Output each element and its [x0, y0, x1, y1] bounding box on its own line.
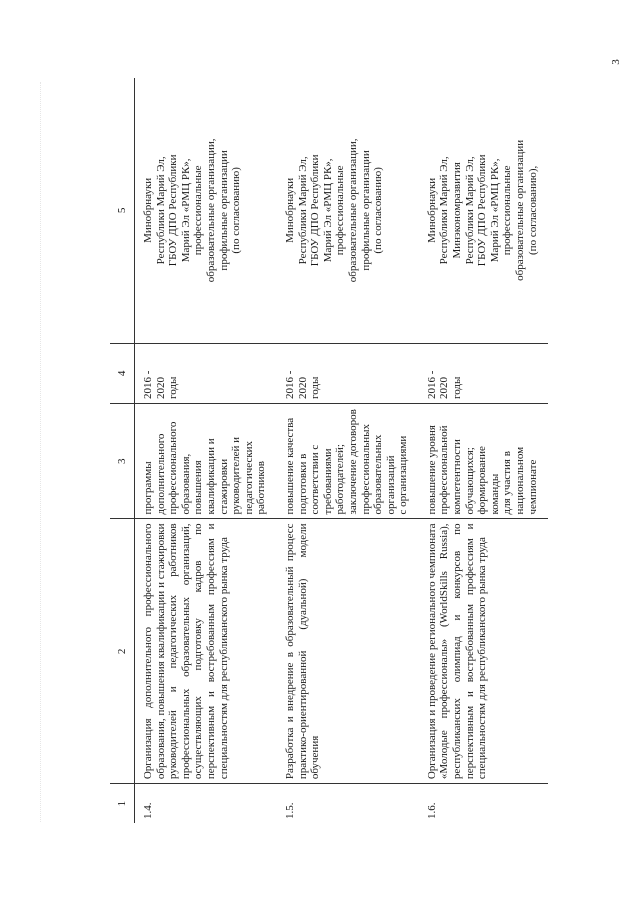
table-row — [135, 78, 277, 823]
row-number: 1.4. — [142, 802, 154, 819]
table-row — [419, 78, 548, 823]
table-row — [277, 78, 419, 823]
rotated-content — [110, 78, 539, 823]
activity-name: Разработка и внедрение в образовательный процесс практико-ориентированной (дуальной) модели обучения — [277, 519, 419, 784]
activity-result: повышение уровня профессиональной компетентности обучающихся; формирование команды для участия в национальном чемпионате — [419, 404, 548, 519]
table-header-row — [110, 78, 135, 823]
activity-period: 2016 - 2020 годы — [419, 343, 548, 403]
activity-executor: Минобрнауки Республики Марий Эл, ГБОУ ДПО Республики Марий Эл «РМЦ РК», профессиональные образовательные организации, профильные организации (по согласованию) — [277, 78, 419, 343]
header-col-3: 3 — [110, 404, 135, 519]
activity-executor: Минобрнауки Республики Марий Эл, ГБОУ ДПО Республики Марий Эл «РМЦ РК», профессиональные образовательные организации, профильные организации (по согласованию) — [135, 78, 277, 343]
header-col-1: 1 — [110, 784, 135, 823]
activity-result: повышение качества подготовки в соответствии с требованиями работодателей; заключение договоров профессиональных образовательных организаций с организациями — [277, 404, 419, 519]
header-col-5: 5 — [110, 78, 135, 343]
activity-result: программы дополнительного профессионального образования, повышения квалификации и стажировки руководителей и педагогических работников — [135, 404, 277, 519]
scan-fold-line — [40, 82, 42, 822]
activity-executor: Минобрнауки Республики Марий Эл, Минэкономразвития Республики Марий Эл, ГБОУ ДПО Республики Марий Эл «РМЦ РК», профессиональные образовательные организации (по согласованию), — [419, 78, 548, 343]
header-col-2: 2 — [110, 519, 135, 784]
activities-table — [110, 78, 548, 823]
rotated-table-wrapper — [110, 78, 539, 823]
header-col-4: 4 — [110, 343, 135, 403]
row-number: 1.5. — [283, 802, 296, 819]
page-number: 3 — [610, 59, 622, 65]
activity-name: Организация дополнительного профессионального образования, повышения квалификации и стажировки руководителей и педагогических работников профессиональных образовательных организаций, осуществляющих подготовку кадров по перспективным и востребованным профессиям и специальностям для республиканского рынка труда — [135, 519, 277, 784]
row-number: 1.6. — [425, 802, 438, 819]
activity-period: 2016 - 2020 годы — [135, 343, 277, 403]
activity-name: Организация и проведение регионального чемпионата «Молодые профессионалы» (WorldSkills Russia), республиканских олимпиад и конкурсов по перспективным и востребованным профессиям и специальностям для республиканского рынка труда — [419, 519, 548, 784]
activity-period: 2016 - 2020 годы — [277, 343, 419, 403]
